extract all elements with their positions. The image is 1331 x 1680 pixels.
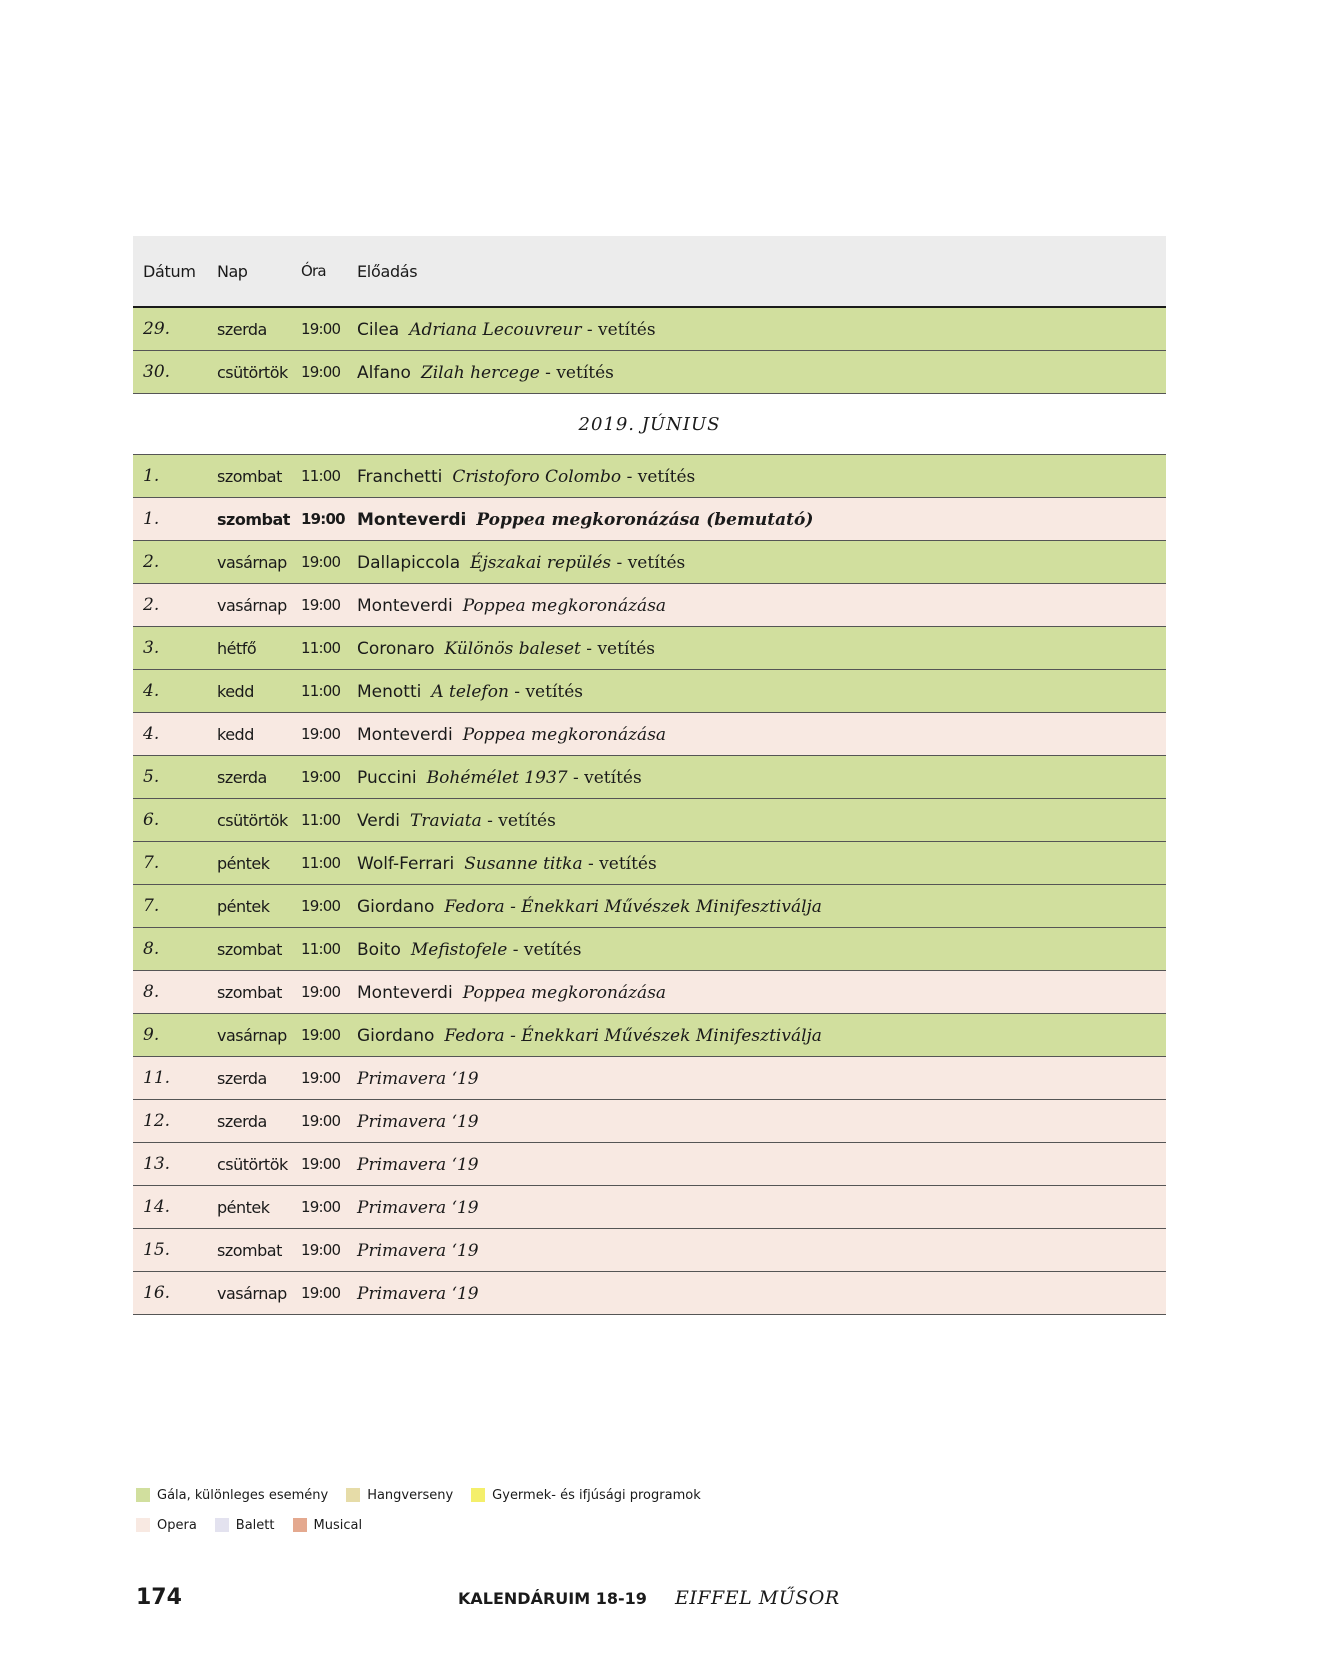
composer: Franchetti	[357, 466, 443, 487]
cell-nap: szombat	[217, 1240, 282, 1260]
legend-swatch	[346, 1488, 360, 1502]
cell-eloadas	[357, 681, 1166, 702]
header-eloadas: Előadás	[357, 261, 418, 281]
legend-item	[471, 1488, 701, 1503]
cell-ora: 19:00	[301, 596, 341, 614]
cell-eloadas	[357, 509, 1166, 530]
composer: Coronaro	[357, 638, 435, 659]
previous-month-rows	[133, 308, 1166, 394]
cell-nap: vasárnap	[217, 1025, 287, 1045]
cell-ora: 11:00	[301, 854, 341, 872]
work-title: Primavera ‘19	[357, 1283, 479, 1304]
work-title: Poppea megkoronázása (bemutató)	[476, 509, 814, 530]
cell-datum: 6.	[143, 810, 160, 830]
cell-nap: vasárnap	[217, 1283, 287, 1303]
legend-line-2	[136, 1510, 719, 1540]
cell-datum: 9.	[143, 1025, 160, 1045]
table-row	[133, 670, 1166, 713]
cell-nap: szombat	[217, 939, 282, 959]
cell-datum: 7.	[143, 896, 160, 916]
cell-nap: csütörtök	[217, 810, 288, 830]
cell-ora: 11:00	[301, 639, 341, 657]
table-row	[133, 498, 1166, 541]
composer: Cilea	[357, 319, 400, 340]
cell-datum: 11.	[143, 1068, 171, 1088]
cell-ora: 11:00	[301, 467, 341, 485]
header-datum: Dátum	[143, 261, 196, 281]
work-title: Különös baleset	[444, 638, 581, 659]
month-heading: 2019. JÚNIUS	[133, 394, 1166, 455]
work-title: Primavera ‘19	[357, 1154, 479, 1175]
cell-datum: 8.	[143, 939, 160, 959]
table-row	[133, 713, 1166, 756]
cell-ora: 19:00	[301, 553, 341, 571]
work-title: Traviata	[409, 810, 482, 831]
legend-item	[346, 1488, 453, 1503]
work-title: Fedora - Énekkari Művészek Minifesztiválja	[444, 1025, 822, 1046]
cell-ora: 11:00	[301, 811, 341, 829]
cell-datum: 2.	[143, 552, 160, 572]
cell-eloadas	[357, 319, 1166, 340]
work-title: Adriana Lecouvreur	[409, 319, 582, 340]
cell-ora: 19:00	[301, 363, 341, 381]
composer: Monteverdi	[357, 982, 453, 1003]
table-row	[133, 971, 1166, 1014]
cell-eloadas	[357, 466, 1166, 487]
legend-item	[215, 1518, 275, 1533]
cell-eloadas	[357, 595, 1166, 616]
composer: Alfano	[357, 362, 411, 383]
composer: Menotti	[357, 681, 422, 702]
composer: Wolf-Ferrari	[357, 853, 455, 874]
work-title: Primavera ‘19	[357, 1111, 479, 1132]
cell-nap: szerda	[217, 1111, 267, 1131]
table-row	[133, 541, 1166, 584]
cell-eloadas	[357, 853, 1166, 874]
cell-ora: 19:00	[301, 897, 341, 915]
cell-nap: kedd	[217, 724, 254, 744]
cell-eloadas	[357, 552, 1166, 573]
cell-datum: 5.	[143, 767, 160, 787]
legend	[136, 1480, 719, 1540]
cell-nap: csütörtök	[217, 362, 288, 382]
legend-swatch	[136, 1518, 150, 1532]
work-title: Fedora - Énekkari Művészek Minifesztiválja	[444, 896, 822, 917]
legend-item	[136, 1518, 197, 1533]
table-row	[133, 842, 1166, 885]
cell-eloadas	[357, 939, 1166, 960]
cell-eloadas	[357, 638, 1166, 659]
cell-eloadas	[357, 1197, 1166, 1218]
work-title: Susanne titka	[464, 853, 583, 874]
cell-datum: 15.	[143, 1240, 171, 1260]
page-footer	[0, 1585, 1331, 1615]
cell-datum: 8.	[143, 982, 160, 1002]
cell-eloadas	[357, 1154, 1166, 1175]
legend-item	[293, 1518, 363, 1533]
cell-ora: 19:00	[301, 1155, 341, 1173]
cell-ora: 11:00	[301, 682, 341, 700]
cell-nap: vasárnap	[217, 595, 287, 615]
cell-datum: 4.	[143, 724, 160, 744]
legend-swatch	[471, 1488, 485, 1502]
cell-ora: 19:00	[301, 1241, 341, 1259]
cell-ora: 11:00	[301, 940, 341, 958]
cell-nap: kedd	[217, 681, 254, 701]
header-ora: Óra	[301, 262, 326, 280]
legend-swatch	[293, 1518, 307, 1532]
cell-eloadas	[357, 1068, 1166, 1089]
cell-eloadas	[357, 810, 1166, 831]
work-title: Bohémélet 1937	[426, 767, 568, 788]
cell-eloadas	[357, 1025, 1166, 1046]
cell-datum: 1.	[143, 509, 160, 529]
legend-label: Opera	[157, 1517, 197, 1533]
cell-datum: 29.	[143, 319, 171, 339]
cell-nap: péntek	[217, 853, 270, 873]
cell-datum: 12.	[143, 1111, 171, 1131]
legend-label: Hangverseny	[367, 1487, 454, 1503]
work-title: A telefon	[431, 681, 509, 702]
cell-ora: 19:00	[301, 1284, 341, 1302]
work-title: Primavera ‘19	[357, 1068, 479, 1089]
cell-ora: 19:00	[301, 1069, 341, 1087]
legend-line-1	[136, 1480, 719, 1510]
legend-label: Balett	[235, 1517, 275, 1533]
work-suffix: - vetítés	[582, 853, 657, 874]
composer: Monteverdi	[357, 724, 453, 745]
table-row	[133, 928, 1166, 971]
work-title: Poppea megkoronázása	[462, 982, 667, 1003]
cell-datum: 30.	[143, 362, 171, 382]
cell-ora: 19:00	[301, 1198, 341, 1216]
cell-nap: szerda	[217, 319, 267, 339]
work-title: Zilah hercege	[420, 362, 540, 383]
work-suffix: - vetítés	[481, 810, 556, 831]
cell-ora: 19:00	[301, 983, 341, 1001]
table-row	[133, 1272, 1166, 1315]
table-header	[133, 236, 1166, 308]
table-row	[133, 455, 1166, 498]
work-suffix: - vetítés	[581, 319, 656, 340]
table-row	[133, 885, 1166, 928]
legend-swatch	[136, 1488, 150, 1502]
work-suffix: - vetítés	[539, 362, 614, 383]
cell-eloadas	[357, 1111, 1166, 1132]
work-suffix: - vetítés	[567, 767, 642, 788]
cell-eloadas	[357, 982, 1166, 1003]
legend-label: Musical	[313, 1517, 363, 1533]
cell-datum: 14.	[143, 1197, 171, 1217]
cell-nap: szombat	[217, 509, 290, 529]
work-title: Éjszakai repülés	[470, 552, 612, 573]
cell-eloadas	[357, 1283, 1166, 1304]
work-suffix: - vetítés	[580, 638, 655, 659]
table-row	[133, 627, 1166, 670]
cell-ora: 19:00	[301, 1112, 341, 1130]
cell-datum: 4.	[143, 681, 160, 701]
work-title: Primavera ‘19	[357, 1240, 479, 1261]
section-title: EIFFEL MŰSOR	[675, 1587, 840, 1609]
cell-eloadas	[357, 1240, 1166, 1261]
cell-eloadas	[357, 767, 1166, 788]
cell-datum: 3.	[143, 638, 160, 658]
cell-datum: 2.	[143, 595, 160, 615]
work-title: Mefistofele	[410, 939, 508, 960]
legend-label: Gyermek- és ifjúsági programok	[492, 1487, 701, 1503]
work-suffix: - vetítés	[621, 466, 696, 487]
cell-ora: 19:00	[301, 1026, 341, 1044]
table-row	[133, 1143, 1166, 1186]
cell-datum: 7.	[143, 853, 160, 873]
cell-ora: 19:00	[301, 320, 341, 338]
composer: Dallapiccola	[357, 552, 461, 573]
table-row	[133, 799, 1166, 842]
legend-label: Gála, különleges esemény	[157, 1487, 329, 1503]
cell-datum: 16.	[143, 1283, 171, 1303]
cell-nap: szerda	[217, 767, 267, 787]
table-row	[133, 1229, 1166, 1272]
cell-ora: 19:00	[301, 510, 345, 528]
table-row	[133, 584, 1166, 627]
work-title: Primavera ‘19	[357, 1197, 479, 1218]
composer: Giordano	[357, 1025, 435, 1046]
work-suffix: - vetítés	[508, 681, 584, 702]
cell-nap: vasárnap	[217, 552, 287, 572]
work-title: Poppea megkoronázása	[462, 595, 667, 616]
page-number: 174	[136, 1585, 182, 1610]
table-row	[133, 1057, 1166, 1100]
cell-nap: hétfő	[217, 638, 257, 658]
table-row	[133, 1100, 1166, 1143]
cell-nap: péntek	[217, 1197, 270, 1217]
composer: Giordano	[357, 896, 435, 917]
work-suffix: - vetítés	[507, 939, 582, 960]
cell-nap: csütörtök	[217, 1154, 288, 1174]
legend-swatch	[215, 1518, 229, 1532]
publication-title: KALENDÁRUIM 18-19	[458, 1589, 647, 1608]
cell-eloadas	[357, 896, 1166, 917]
composer: Boito	[357, 939, 401, 960]
cell-ora: 19:00	[301, 725, 341, 743]
cell-datum: 13.	[143, 1154, 171, 1174]
work-suffix: - vetítés	[611, 552, 686, 573]
work-title: Poppea megkoronázása	[462, 724, 667, 745]
table-row	[133, 1014, 1166, 1057]
composer: Verdi	[357, 810, 400, 831]
composer: Monteverdi	[357, 595, 453, 616]
schedule-table	[133, 236, 1166, 1315]
cell-datum: 1.	[143, 466, 160, 486]
table-row	[133, 351, 1166, 394]
cell-nap: szombat	[217, 466, 282, 486]
cell-ora: 19:00	[301, 768, 341, 786]
cell-nap: szombat	[217, 982, 282, 1002]
composer: Monteverdi	[357, 509, 467, 530]
table-row	[133, 756, 1166, 799]
header-nap: Nap	[217, 261, 248, 281]
table-row	[133, 308, 1166, 351]
cell-eloadas	[357, 362, 1166, 383]
table-row	[133, 1186, 1166, 1229]
june-rows	[133, 455, 1166, 1315]
work-title: Cristoforo Colombo	[452, 466, 622, 487]
cell-nap: szerda	[217, 1068, 267, 1088]
cell-eloadas	[357, 724, 1166, 745]
composer: Puccini	[357, 767, 417, 788]
cell-nap: péntek	[217, 896, 270, 916]
legend-item	[136, 1488, 328, 1503]
